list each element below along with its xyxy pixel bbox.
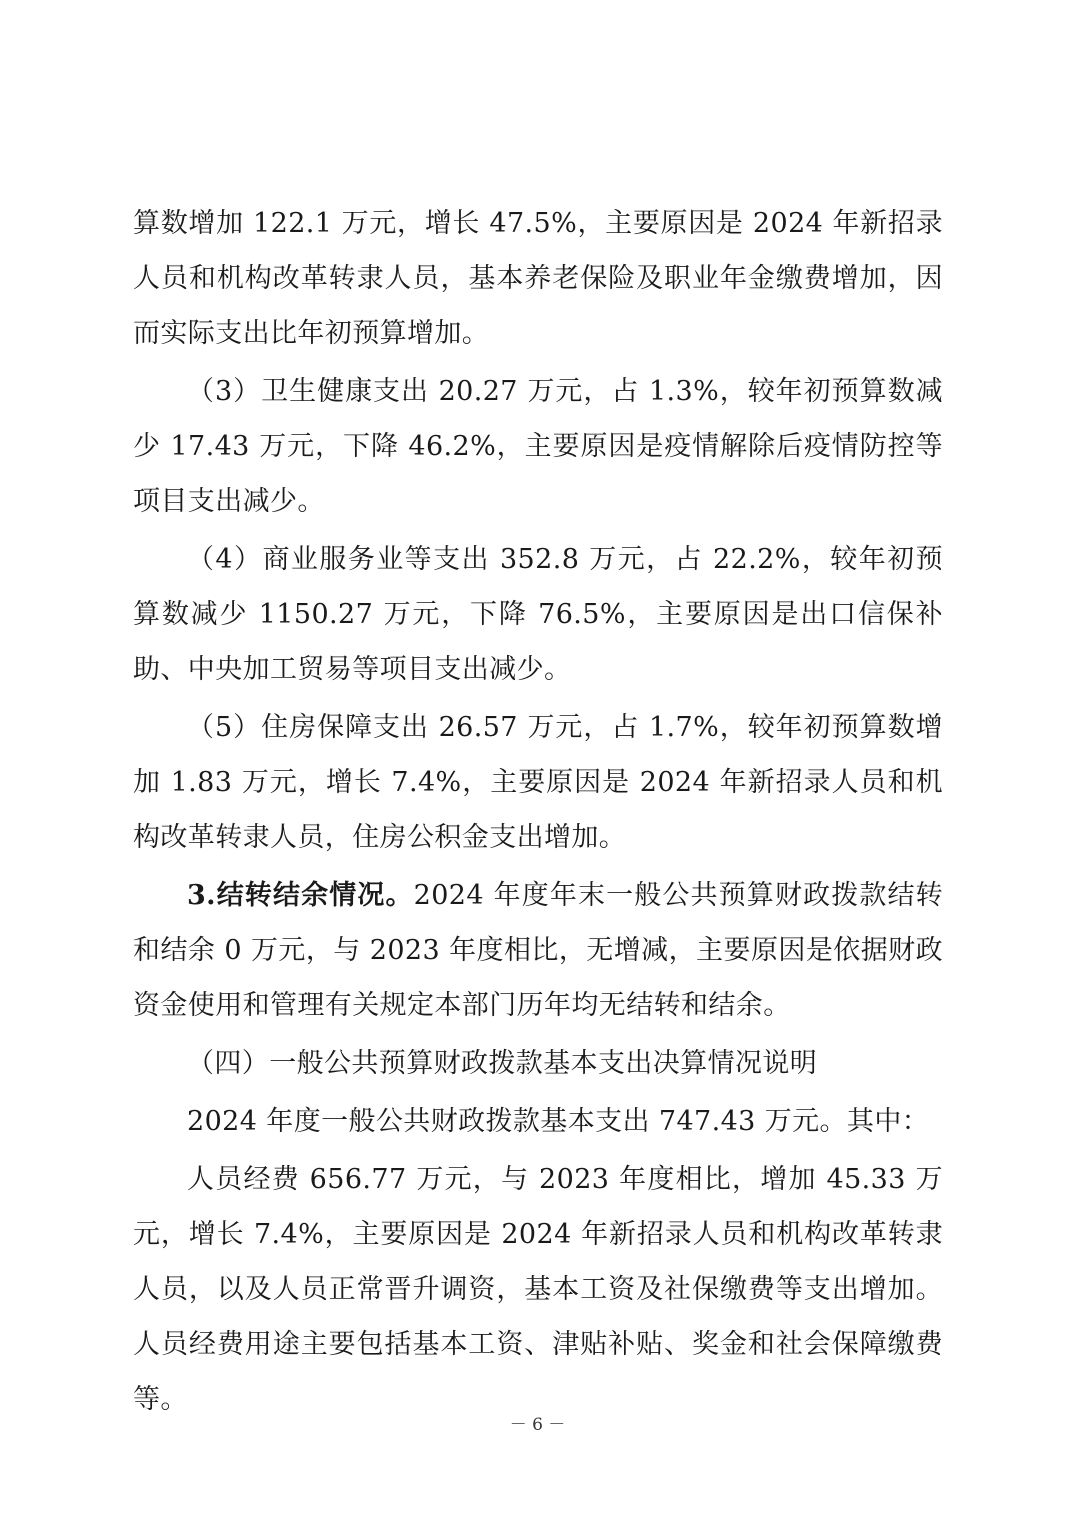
- paragraph-health-expenditure: （3）卫生健康支出 20.27 万元，占 1.3%，较年初预算数减少 17.43 万元，下降 46.2%，主要原因是疫情解除后疫情防控等项目支出减少。: [133, 376, 943, 517]
- paragraph-housing-expenditure: （5）住房保障支出 26.57 万元，占 1.7%，较年初预算数增加 1.83 万元，增长 7.4%，主要原因是 2024 年新招录人员和机构改革转隶人员，住房公积金支出增加。: [133, 712, 943, 853]
- page-number: － 6 －: [509, 1415, 566, 1435]
- section-heading-basic-expenditure: （四）一般公共预算财政拨款基本支出决算情况说明: [187, 1048, 818, 1079]
- carryover-heading: 3.结转结余情况。: [187, 880, 414, 911]
- carryover-body: 2024 年度年末一般公共预算财政拨款结转和结余 0 万元，与 2023 年度相比，无增减，主要原因是依据财政资金使用和管理有关规定本部门历年均无结转和结余。: [133, 880, 943, 1021]
- paragraph-carryover-balance: [133, 868, 943, 1033]
- paragraph-commerce-expenditure: （4）商业服务业等支出 352.8 万元，占 22.2%，较年初预算数减少 1150.27 万元，下降 76.5%，主要原因是出口信保补助、中央加工贸易等项目支出减少。: [133, 544, 943, 685]
- document-body: [133, 196, 943, 1430]
- paragraph-basic-expenditure-total: 2024 年度一般公共财政拨款基本支出 747.43 万元。其中：: [187, 1106, 930, 1137]
- paragraph-pension-budget-increase: 算数增加 122.1 万元，增长 47.5%，主要原因是 2024 年新招录人员和机构改革转隶人员，基本养老保险及职业年金缴费增加，因而实际支出比年初预算增加。: [133, 208, 943, 349]
- paragraph-personnel-expenses: 人员经费 656.77 万元，与 2023 年度相比，增加 45.33 万元，增长 7.4%，主要原因是 2024 年新招录人员和机构改革转隶人员，以及人员正常晋升调资，基本工资及社保缴费等支出增加。人员经费用途主要包括基本工资、津贴补贴、奖金和社会保障缴费等。: [133, 1164, 943, 1415]
